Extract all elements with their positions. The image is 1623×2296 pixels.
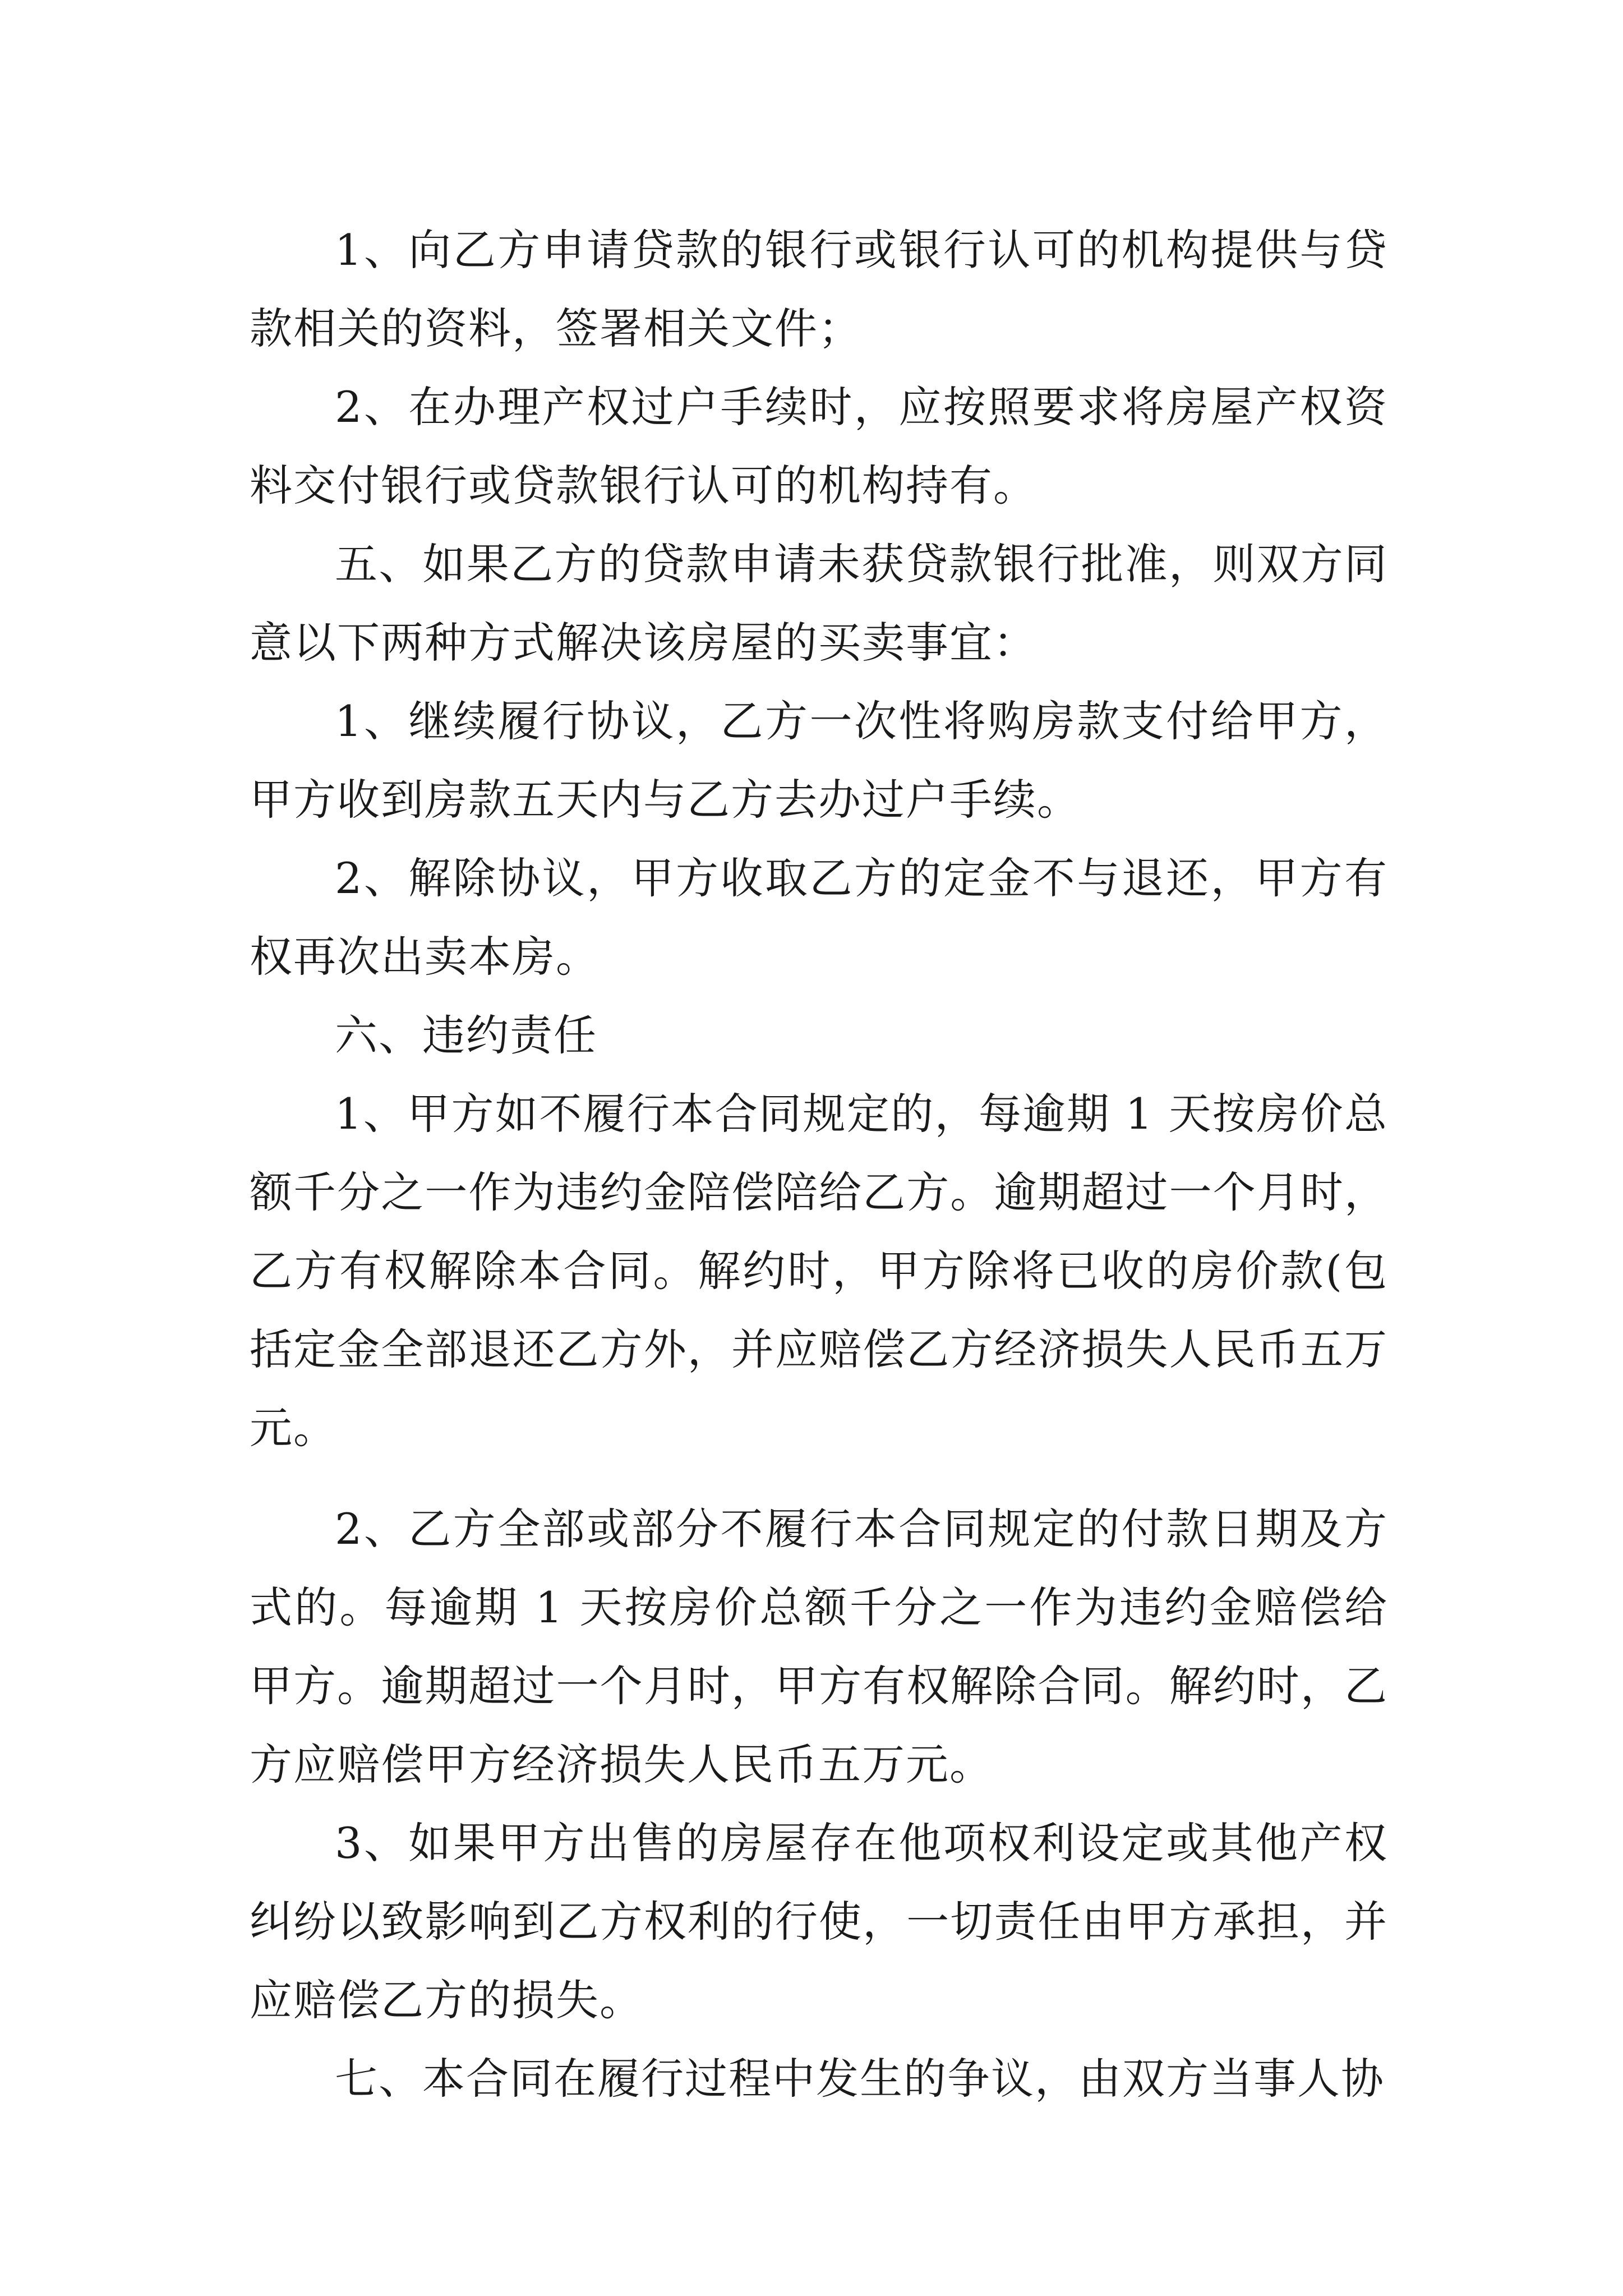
- paragraph-gap: [250, 1467, 1388, 1490]
- paragraph-party-b-breach: 2、乙方全部或部分不履行本合同规定的付款日期及方式的。每逾期 1 天按房价总额千分之一作为违约金赔偿给甲方。逾期超过一个月时，甲方有权解除合同。解约时，乙方应赔偿甲方经济损失人民币五万元。: [250, 1504, 1388, 1789]
- paragraph-title-transfer: 2、在办理产权过户手续时，应按照要求将房屋产权资料交付银行或贷款银行认可的机构持有。: [250, 382, 1388, 510]
- paragraph-section-seven: 七、本合同在履行过程中发生的争议，由双方当事人协: [335, 2054, 1385, 2104]
- paragraph-property-dispute: 3、如果甲方出售的房屋存在他项权利设定或其他产权纠纷以致影响到乙方权利的行使，一切责任由甲方承担，并应赔偿乙方的损失。: [250, 1818, 1388, 2025]
- section-heading-liability: 六、违约责任: [335, 1010, 597, 1060]
- paragraph-loan-materials: 1、向乙方申请贷款的银行或银行认可的机构提供与贷款相关的资料，签署相关文件；: [250, 225, 1388, 353]
- document-body: [250, 211, 1388, 2118]
- paragraph-continue-agreement: 1、继续履行协议，乙方一次性将购房款支付给甲方，甲方收到房款五天内与乙方去办过户手续。: [250, 696, 1388, 825]
- paragraph-section-five: 五、如果乙方的贷款申请未获贷款银行批准，则双方同意以下两种方式解决该房屋的买卖事宜：: [250, 539, 1388, 668]
- paragraph-terminate-agreement: 2、解除协议，甲方收取乙方的定金不与退还，甲方有权再次出卖本房。: [250, 853, 1388, 982]
- paragraph-party-a-breach: 1、甲方如不履行本合同规定的，每逾期 1 天按房价总额千分之一作为违约金陪偿陪给乙方。逾期超过一个月时，乙方有权解除本合同。解约时，甲方除将已收的房价款(包括定金全部退还乙方外，并应赔偿乙方经济损失人民币五万元。: [250, 1089, 1388, 1453]
